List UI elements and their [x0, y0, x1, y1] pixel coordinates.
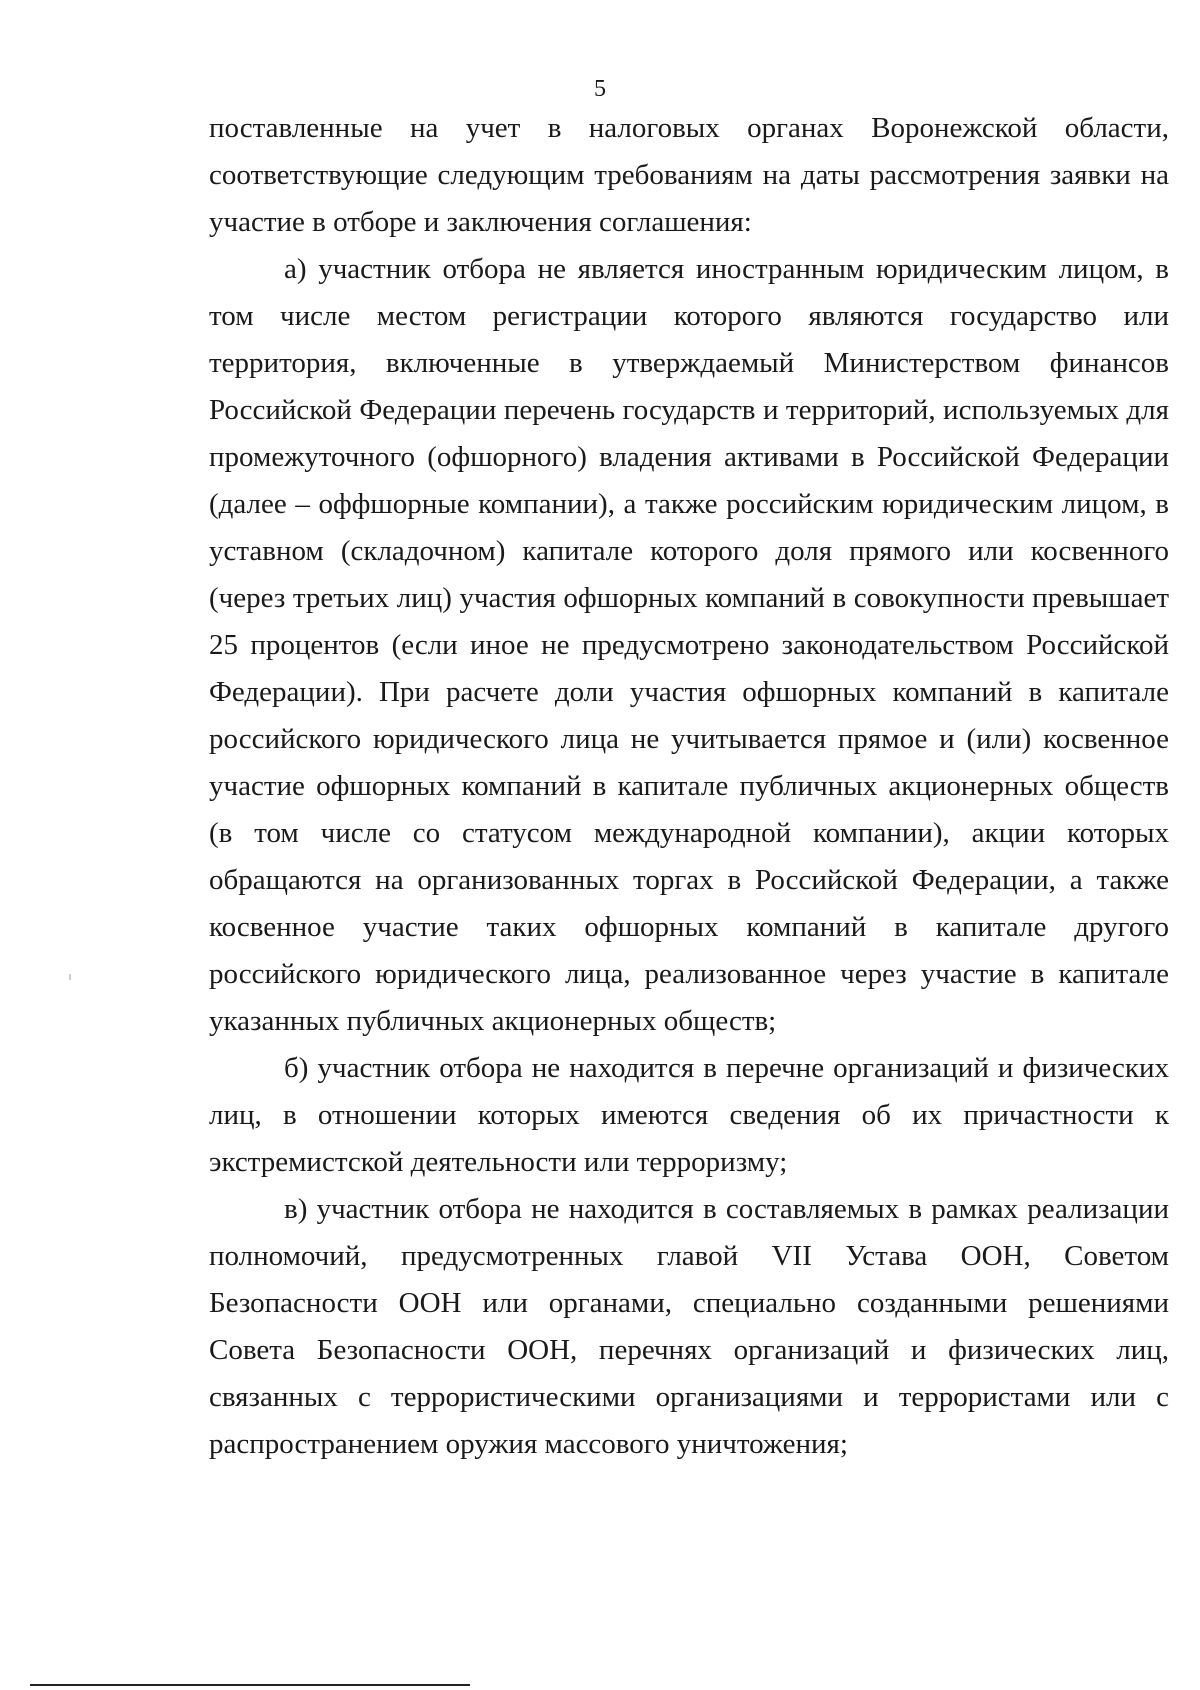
scan-speck	[69, 974, 71, 980]
paragraph-intro-continuation: поставленные на учет в налоговых органах Воронежской области, соответствующие следующим требованиям на даты рассмотрения заявки на участие в отборе и заключения соглашения:	[209, 112, 1169, 238]
paragraph-item-a: а) участник отбора не является иностранным юридическим лицом, в том числе местом регистрации которого являются государство или территория, включенные в утверждаемый Министерством финансов Российской Федерации перечень государств и территорий, используемых для промежуточного (офшорного) владения активами в Российской Федерации (далее – оффшорные компании), а также российским юридическим лицом, в уставном (складочном) капитале которого доля прямого или косвенного (через третьих лиц) участия офшорных компаний в совокупности превышает 25 процентов (если иное не предусмотрено законодательством Российской Федерации). При расчете доли участия офшорных компаний в капитале российского юридического лица не учитывается прямое и (или) косвенное участие офшорных компаний в капитале публичных акционерных обществ (в том числе со статусом международной компании), акции которых обращаются на организованных торгах в Российской Федерации, а также косвенное участие таких офшорных компаний в капитале другого российского юридического лица, реализованное через участие в капитале указанных публичных акционерных обществ;	[209, 253, 1169, 1037]
page-number: 5	[594, 76, 606, 102]
paragraph-item-b: б) участник отбора не находится в перечне организаций и физических лиц, в отношении которых имеются сведения об их причастности к экстремистской деятельности или терроризму;	[209, 1052, 1169, 1178]
paragraph-item-v: в) участник отбора не находится в составляемых в рамках реализации полномочий, предусмотренных главой VII Устава ООН, Советом Безопасности ООН или органами, специально созданными решениями Совета Безопасности ООН, перечнях организаций и физических лиц, связанных с террористическими организациями и террористами или с распространением оружия массового уничтожения;	[209, 1193, 1169, 1460]
document-body	[209, 105, 1169, 1468]
bottom-rule	[30, 1684, 470, 1686]
